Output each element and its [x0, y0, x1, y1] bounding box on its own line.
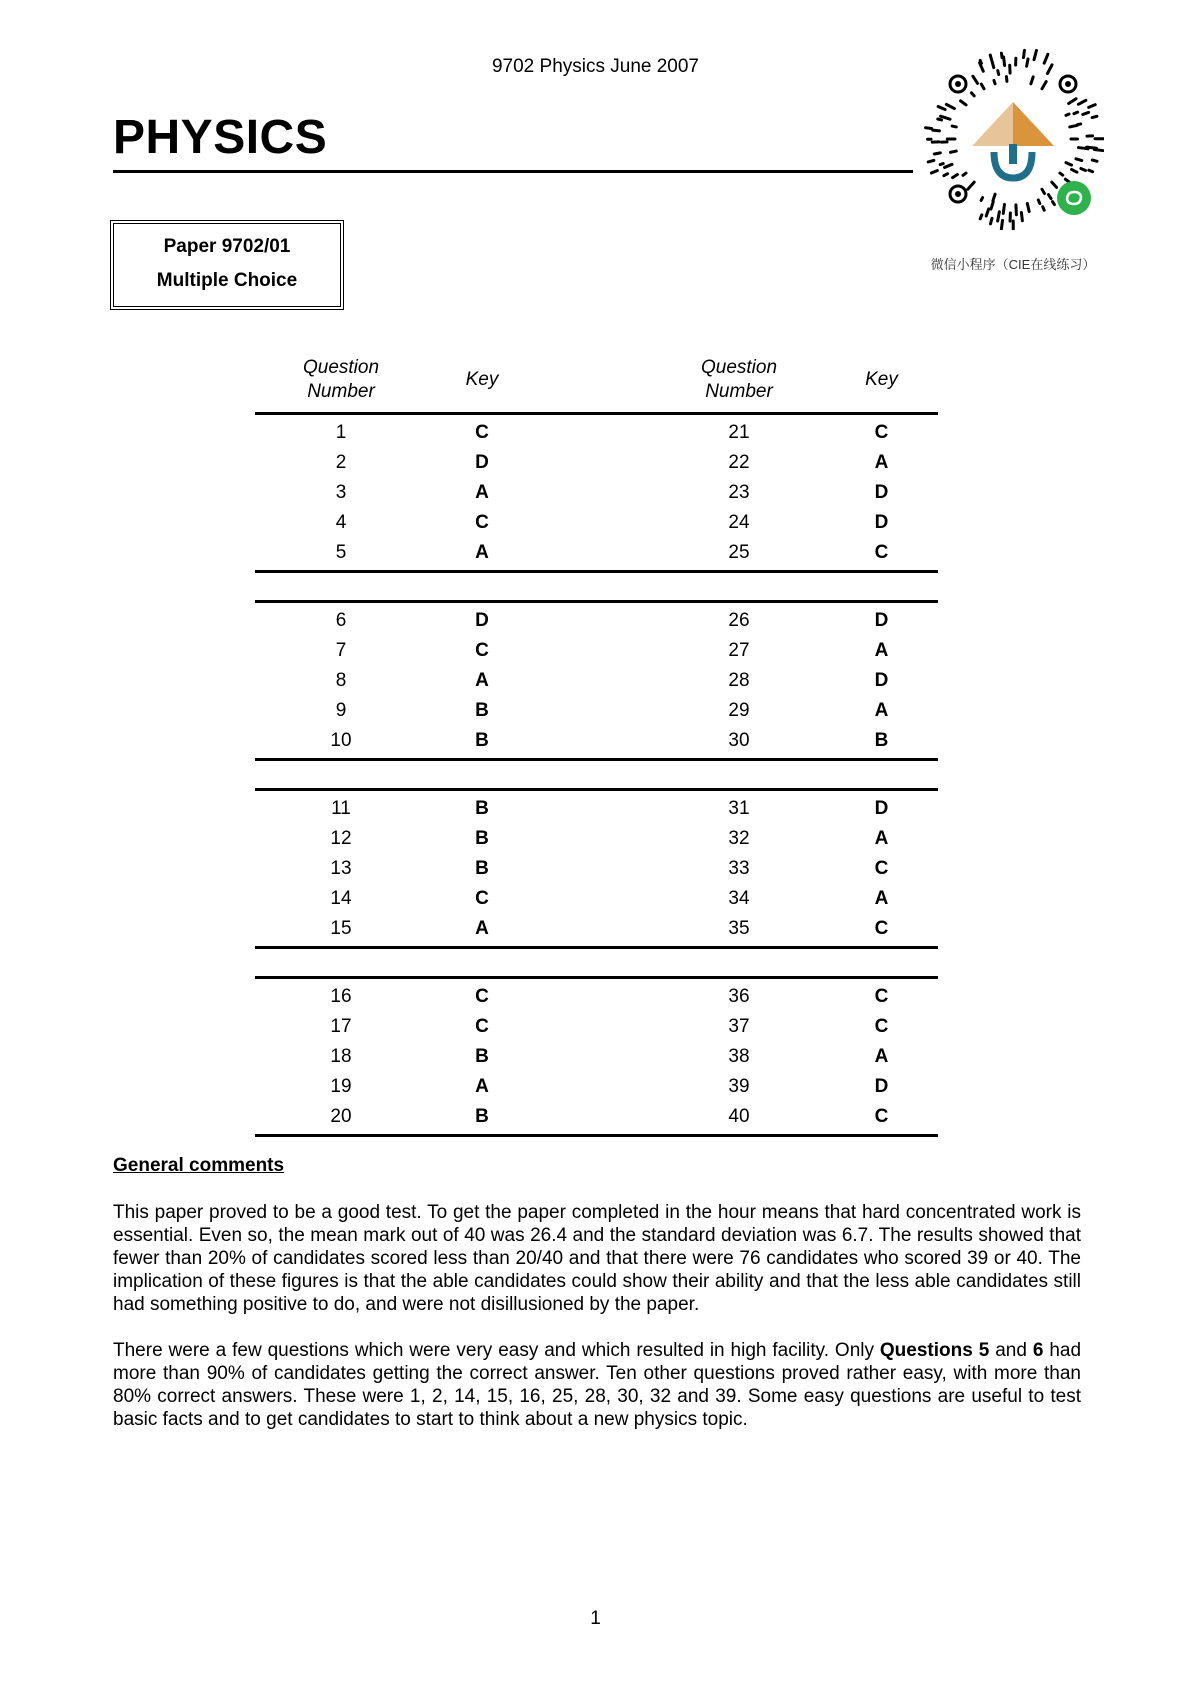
- question-number: 39: [728, 1076, 750, 1097]
- question-number: 15: [330, 918, 352, 939]
- question-number: 12: [330, 828, 352, 849]
- answer-key: A: [874, 700, 889, 721]
- answer-key: C: [475, 1016, 489, 1037]
- question-number: 37: [728, 1016, 750, 1037]
- answer-key: D: [874, 670, 889, 691]
- question-number: 5: [335, 542, 347, 563]
- header-question-number-right: [653, 356, 825, 404]
- answer-key: C: [874, 422, 889, 443]
- para2-text-d: had more than 90% of candidates getting the correct answer. Ten other questions proved rather easy, with more than 80% correct answers. These were 1, 2, 14, 15, 16, 25, 28, 30, 32 and 39. Some easy questions are useful to test basic facts and to get candidates to start to think about a new physics topic.: [113, 1340, 1082, 1430]
- qr-code-icon: [922, 48, 1104, 230]
- header-question-line2: Number: [705, 381, 773, 402]
- answer-key: C: [874, 986, 889, 1007]
- page-number: 1: [590, 1608, 601, 1629]
- question-number: 36: [728, 986, 750, 1007]
- answer-key-group: [255, 600, 938, 761]
- answer-key: C: [475, 422, 489, 443]
- table-row: [255, 1102, 938, 1132]
- answer-key-group: [255, 976, 938, 1137]
- answer-key: C: [874, 858, 889, 879]
- table-row: [255, 1012, 938, 1042]
- question-number: 9: [335, 700, 347, 721]
- table-row: [255, 636, 938, 666]
- comments-paragraph-1: This paper proved to be a good test. To get the paper completed in the hour means that hard concentrated work is essential. Even so, the mean mark out of 40 was 26.4 and the standard deviation was 6.7. The results showed that fewer than 20% of candidates scored less than 20/40 and that there were 76 candidates who scored 39 or 40. The implication of these figures is that the able candidates could show their ability and that the less able candidates still had something positive to do, and were not disillusioned by the paper.: [113, 1202, 1081, 1315]
- answer-key: C: [475, 640, 489, 661]
- answer-key-header: [255, 356, 938, 412]
- table-row: [255, 418, 938, 448]
- question-number: 3: [335, 482, 347, 503]
- table-row: [255, 508, 938, 538]
- question-number: 31: [728, 798, 750, 819]
- question-number: 16: [330, 986, 352, 1007]
- answer-key: B: [475, 798, 489, 819]
- answer-key: A: [874, 1046, 889, 1067]
- table-row: [255, 824, 938, 854]
- answer-key: B: [475, 828, 489, 849]
- question-number: 20: [330, 1106, 352, 1127]
- question-number: 8: [335, 670, 347, 691]
- answer-key: D: [874, 512, 889, 533]
- answer-key: A: [475, 482, 489, 503]
- header-key-left: Key: [465, 369, 499, 390]
- comments-paragraph-2: [113, 1339, 1081, 1431]
- question-number: 28: [728, 670, 750, 691]
- question-number: 23: [728, 482, 750, 503]
- header-key-right: Key: [865, 369, 898, 390]
- question-number: 30: [728, 730, 750, 751]
- comments-heading: General comments: [113, 1155, 285, 1176]
- header-question-line2: Number: [307, 381, 375, 402]
- answer-key: A: [874, 452, 889, 473]
- question-number: 22: [728, 452, 750, 473]
- title-rule: [113, 170, 913, 173]
- question-number: 10: [330, 730, 352, 751]
- header-question-line1: Question: [302, 357, 380, 378]
- paper-number: Paper 9702/01: [163, 236, 291, 257]
- header-question-number-left: [255, 356, 427, 404]
- table-row: [255, 726, 938, 756]
- answer-key: A: [475, 918, 489, 939]
- question-number: 2: [335, 452, 347, 473]
- paper-box: [110, 220, 344, 310]
- question-number: 19: [330, 1076, 352, 1097]
- answer-key: A: [475, 670, 489, 691]
- table-row: [255, 666, 938, 696]
- answer-key: C: [475, 888, 489, 909]
- table-row: [255, 914, 938, 944]
- table-row: [255, 606, 938, 636]
- paper-type: Multiple Choice: [156, 270, 298, 291]
- question-number: 25: [728, 542, 750, 563]
- qr-caption: 微信小程序（CIE在线练习）: [930, 257, 1096, 272]
- answer-key: D: [475, 610, 489, 631]
- answer-key: C: [874, 918, 889, 939]
- question-number: 6: [335, 610, 347, 631]
- question-number: 27: [728, 640, 750, 661]
- question-number: 4: [335, 512, 347, 533]
- question-number: 40: [728, 1106, 750, 1127]
- answer-key-body: [255, 412, 938, 1137]
- question-number: 29: [728, 700, 750, 721]
- answer-key: C: [475, 512, 489, 533]
- answer-key: A: [874, 828, 889, 849]
- header-line: 9702 Physics June 2007: [491, 56, 700, 77]
- answer-key: B: [475, 1046, 489, 1067]
- answer-key: C: [874, 542, 889, 563]
- answer-key: A: [874, 888, 889, 909]
- para2-text-a: There were a few questions which were very easy and which resulted in high facility. Only: [113, 1340, 880, 1361]
- table-row: [255, 854, 938, 884]
- answer-key: A: [475, 542, 489, 563]
- question-number: 1: [335, 422, 347, 443]
- table-row: [255, 696, 938, 726]
- table-row: [255, 1042, 938, 1072]
- answer-key: D: [475, 452, 489, 473]
- qr-code[interactable]: [922, 48, 1104, 230]
- question-number: 26: [728, 610, 750, 631]
- answer-key: B: [475, 700, 489, 721]
- question-number: 35: [728, 918, 750, 939]
- question-number: 21: [728, 422, 750, 443]
- table-row: [255, 448, 938, 478]
- answer-key: C: [475, 986, 489, 1007]
- answer-key: A: [475, 1076, 489, 1097]
- answer-key: B: [874, 730, 889, 751]
- table-row: [255, 538, 938, 568]
- para2-bold-questions: Questions 5: [879, 1340, 990, 1361]
- answer-key: B: [475, 858, 489, 879]
- question-number: 18: [330, 1046, 352, 1067]
- question-number: 14: [330, 888, 352, 909]
- header-question-line1: Question: [700, 357, 778, 378]
- question-number: 32: [728, 828, 750, 849]
- question-number: 33: [728, 858, 750, 879]
- table-row: [255, 1072, 938, 1102]
- answer-key: B: [475, 1106, 489, 1127]
- answer-key-table: [255, 356, 938, 1137]
- question-number: 17: [330, 1016, 352, 1037]
- answer-key-group: [255, 412, 938, 573]
- question-number: 38: [728, 1046, 750, 1067]
- question-number: 13: [330, 858, 352, 879]
- question-number: 24: [728, 512, 750, 533]
- answer-key: D: [874, 482, 889, 503]
- question-number: 34: [728, 888, 750, 909]
- para2-bold-six: 6: [1032, 1340, 1044, 1361]
- answer-key: D: [874, 610, 889, 631]
- table-row: [255, 884, 938, 914]
- answer-key: C: [874, 1016, 889, 1037]
- question-number: 11: [331, 798, 351, 819]
- page-title: PHYSICS: [113, 111, 328, 164]
- answer-key: A: [874, 640, 889, 661]
- answer-key: C: [874, 1106, 889, 1127]
- para2-text-c: and: [989, 1340, 1033, 1361]
- answer-key: D: [874, 798, 889, 819]
- table-row: [255, 478, 938, 508]
- answer-key: B: [475, 730, 489, 751]
- question-number: 7: [335, 640, 347, 661]
- table-row: [255, 794, 938, 824]
- table-row: [255, 982, 938, 1012]
- answer-key-group: [255, 788, 938, 949]
- answer-key: D: [874, 1076, 889, 1097]
